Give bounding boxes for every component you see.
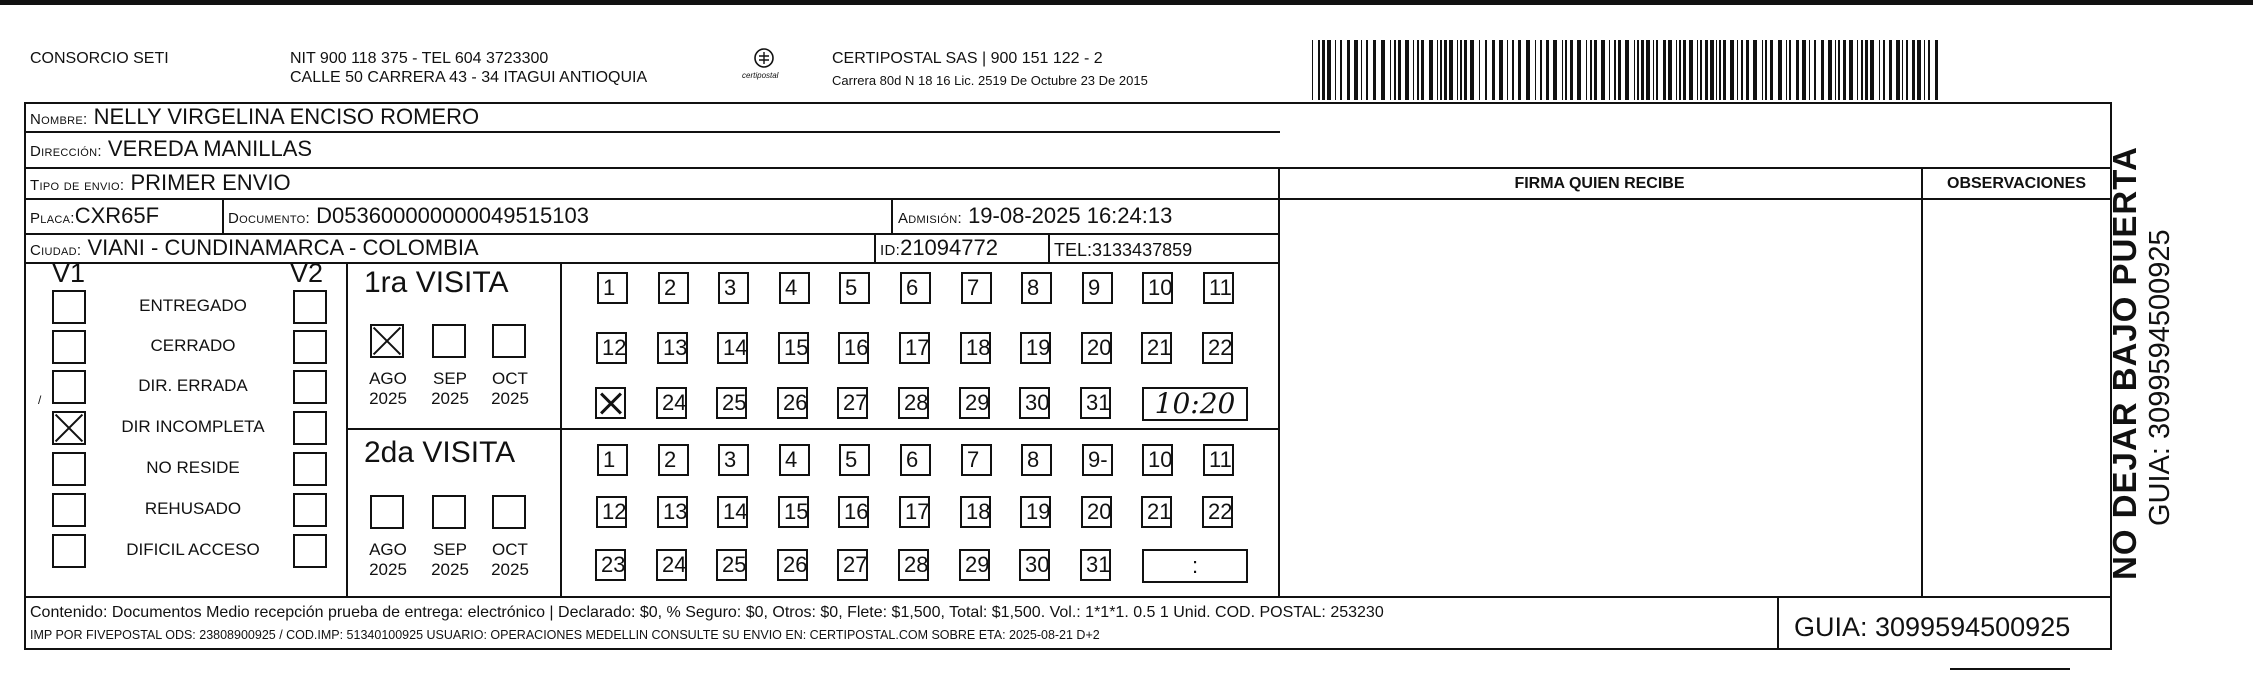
barcode-bar xyxy=(1637,40,1639,100)
visit1-day-box: 29 xyxy=(959,387,990,419)
visit1-day-box: 1 xyxy=(597,272,628,304)
visit1-day-box: 28 xyxy=(898,387,929,419)
barcode-bar xyxy=(1535,40,1536,100)
reason-label: DIR INCOMPLETA xyxy=(121,417,265,436)
barcode-bar xyxy=(1912,40,1915,100)
visit1-day-box: 15 xyxy=(778,332,809,364)
placa-label: Placa: xyxy=(30,210,75,227)
visit2-day-box: 19 xyxy=(1020,496,1051,528)
barcode-bar xyxy=(1361,40,1362,100)
carrier-line: CERTIPOSTAL SAS | 900 151 122 - 2 xyxy=(832,50,1103,67)
no-dejar-bajo-puerta: NO DEJAR BAJO PUERTA xyxy=(2106,146,2143,580)
barcode-bar xyxy=(1460,40,1462,100)
visit2-day-box: 10 xyxy=(1142,444,1173,476)
visit1-day-box: 22 xyxy=(1202,332,1233,364)
barcode-bar xyxy=(1809,40,1810,100)
barcode-bar xyxy=(1609,40,1610,100)
barcode-bar xyxy=(1814,40,1816,100)
reason-label: DIFICIL ACCESO xyxy=(126,540,260,559)
barcode-bar xyxy=(1405,40,1409,100)
barcode-bar xyxy=(1565,40,1567,100)
v2-checkbox-3 xyxy=(293,370,327,404)
visit2-day-box: 15 xyxy=(778,496,809,528)
firma-header: FIRMA QUIEN RECIBE xyxy=(1514,175,1685,192)
barcode-bar xyxy=(1394,40,1396,100)
barcode-bar xyxy=(1719,40,1721,100)
visit2-day-box: 7 xyxy=(961,444,992,476)
barcode-bar xyxy=(1861,40,1863,100)
v2-checkbox-5 xyxy=(293,452,327,486)
barcode-bar xyxy=(1705,40,1708,100)
barcode-bar xyxy=(1716,40,1717,100)
ciudad-label: Ciudad: xyxy=(30,242,82,259)
visit1-day-box: 27 xyxy=(837,387,868,419)
visit1-month-box-1 xyxy=(370,324,404,358)
barcode-bar xyxy=(1849,40,1853,100)
v1-checkbox-5 xyxy=(52,452,86,486)
visit2-day-box: 26 xyxy=(777,549,808,581)
visit2-day-box: 9- xyxy=(1082,444,1113,476)
visit2-month-year: 2025 xyxy=(431,560,469,579)
visit2-day-box: 31 xyxy=(1080,549,1111,581)
barcode-bar xyxy=(1485,40,1487,100)
visit2-title: 2da VISITA xyxy=(364,436,516,469)
barcode-bar xyxy=(1373,40,1376,100)
visit2-day-box: 27 xyxy=(837,549,868,581)
footer-guia: GUIA: 3099594500925 xyxy=(1794,612,2071,642)
barcode-bar xyxy=(1625,40,1629,100)
visit1-day-box: 3 xyxy=(718,272,749,304)
certipostal-logo xyxy=(750,47,778,69)
logo-caption: certipostal xyxy=(742,71,779,80)
direccion-value: VEREDA MANILLAS xyxy=(107,136,313,161)
barcode-bar xyxy=(1928,40,1930,100)
visit1-month-name: SEP xyxy=(432,369,468,388)
visit1-time: 10:20 xyxy=(1142,387,1248,421)
nombre-row xyxy=(30,104,479,133)
visit2-day-box: 3 xyxy=(718,444,749,476)
nit-line: NIT 900 118 375 - TEL 604 3723300 xyxy=(290,50,549,67)
visit2-day-box: 25 xyxy=(716,549,747,581)
visit2-day-box: 11 xyxy=(1203,444,1234,476)
barcode-bar xyxy=(1896,40,1900,100)
visit2-day-box: 22 xyxy=(1202,496,1233,528)
v2-checkbox-2 xyxy=(293,330,327,364)
reason-label: CERRADO xyxy=(150,336,236,355)
visit2-month-year: 2025 xyxy=(491,560,529,579)
barcode-bar xyxy=(1730,40,1734,100)
tipo-row xyxy=(30,170,291,199)
v2-checkbox-6 xyxy=(293,493,327,527)
barcode-bar xyxy=(1770,40,1773,100)
barcode-bar xyxy=(1492,40,1495,100)
v2-header: V2 xyxy=(290,258,324,288)
ciudad-row xyxy=(30,235,479,264)
visit1-day-box: 2 xyxy=(658,272,689,304)
barcode-bar xyxy=(1683,40,1686,100)
scan-line xyxy=(1950,668,2070,670)
barcode-bar xyxy=(1570,40,1573,100)
admision-row xyxy=(898,203,1172,232)
v1-checkbox-2 xyxy=(52,330,86,364)
barcode-bar xyxy=(1753,40,1757,100)
barcode-bar xyxy=(1444,40,1447,100)
barcode-bar xyxy=(1789,40,1791,100)
documento-value: D053600000000049515103 xyxy=(316,203,589,228)
barcode-bar xyxy=(1540,40,1542,100)
id-row xyxy=(880,235,998,264)
v1-checkbox-7 xyxy=(52,534,86,568)
barcode-bar xyxy=(1499,40,1503,100)
barcode-bar xyxy=(1618,40,1621,100)
barcode-bar xyxy=(1594,40,1597,100)
tel-row xyxy=(1054,237,1192,263)
visit1-day-box: 5 xyxy=(839,272,870,304)
barcode-bar xyxy=(1935,40,1938,100)
visit1-day-box: 26 xyxy=(777,387,808,419)
barcode-bar xyxy=(1723,40,1726,100)
visit2-day-box: 23 xyxy=(595,549,626,581)
barcode-bar xyxy=(1318,40,1320,100)
visit1-day-box: 20 xyxy=(1081,332,1112,364)
barcode-bar xyxy=(1546,40,1549,100)
barcode-bar xyxy=(1765,40,1767,100)
admision-value: 19-08-2025 16:24:13 xyxy=(968,203,1173,228)
visit2-month-year: 2025 xyxy=(369,560,407,579)
barcode-bar xyxy=(1457,40,1458,100)
barcode-bar xyxy=(1838,40,1840,100)
footer-contents: Contenido: Documentos Medio recepción prueba de entrega: electrónico | Declarado: $0, % Seguro: $0, Otros: $0, Flete: $1,500, Total: $1,500. Vol.: 1*1*1. 0.5 1 Unid. COD. POSTAL: 253230 xyxy=(30,604,1384,621)
carrier-address: Carrera 80d N 18 16 Lic. 2519 De Octubre 23 De 2015 xyxy=(832,73,1148,88)
barcode-bar xyxy=(1889,40,1892,100)
visit1-day-box: 18 xyxy=(960,332,991,364)
barcode-bar xyxy=(1710,40,1714,100)
nombre-value: NELLY VIRGELINA ENCISO ROMERO xyxy=(93,104,480,129)
v2-checkbox-7 xyxy=(293,534,327,568)
visit2-day-box: 14 xyxy=(717,496,748,528)
visit2-day-box: 16 xyxy=(838,496,869,528)
barcode-bar xyxy=(1865,40,1868,100)
barcode-bar xyxy=(1802,40,1806,100)
footer-print-info: IMP POR FIVEPOSTAL ODS: 23808900925 / COD.IMP: 51340100925 USUARIO: OPERACIONES MEDELLIN CONSULTE SU ENVIO EN: CERTIPOSTAL.COM SOBRE ETA: 2025-08-21 D+2 xyxy=(30,628,1100,642)
visit1-month-box-3 xyxy=(492,324,526,358)
visit1-day-box: 13 xyxy=(657,332,688,364)
visit1-month-name: OCT xyxy=(492,369,528,388)
barcode-bar xyxy=(1646,40,1650,100)
visit1-day-box: 10 xyxy=(1142,272,1173,304)
visit2-day-box: 17 xyxy=(899,496,930,528)
visit1-day-box: 11 xyxy=(1203,272,1234,304)
barcode-bar xyxy=(1821,40,1824,100)
barcode-bar xyxy=(1679,40,1681,100)
barcode-bar xyxy=(1390,40,1391,100)
visit1-day-box: 17 xyxy=(899,332,930,364)
company-name: CONSORCIO SETI xyxy=(30,50,169,67)
visit1-month-year: 2025 xyxy=(369,389,407,408)
visit2-month-box-1 xyxy=(370,495,404,529)
observaciones-header: OBSERVACIONES xyxy=(1947,175,2086,192)
address-line: CALLE 50 CARRERA 43 - 34 ITAGUI ANTIOQUIA xyxy=(290,69,648,86)
barcode-bar xyxy=(1553,40,1557,100)
admision-label: Admisión: xyxy=(898,210,962,227)
barcode-bar xyxy=(1828,40,1832,100)
barcode-bar xyxy=(1366,40,1368,100)
barcode-bar xyxy=(1590,40,1592,100)
v2-checkbox-4 xyxy=(293,411,327,445)
visit1-day-box: 8 xyxy=(1021,272,1052,304)
barcode-bar xyxy=(1322,40,1325,100)
visit2-day-box: 4 xyxy=(779,444,810,476)
barcode-bar xyxy=(1741,40,1743,100)
tel-label: TEL: xyxy=(1054,240,1093,260)
visit1-title: 1ra VISITA xyxy=(364,266,509,299)
barcode-bar xyxy=(1835,40,1836,100)
barcode-bar xyxy=(1902,40,1903,100)
visit1-day-box: 6 xyxy=(900,272,931,304)
barcode-bar xyxy=(1479,40,1480,100)
barcode-bar xyxy=(1614,40,1616,100)
barcode-bar xyxy=(1398,40,1401,100)
visit1-day-box: 9 xyxy=(1082,272,1113,304)
barcode-bar xyxy=(1417,40,1419,100)
barcode-bar xyxy=(1778,40,1782,100)
visit2-month-name: SEP xyxy=(432,540,468,559)
visit1-day-box: 14 xyxy=(717,332,748,364)
visit1-day-box: 7 xyxy=(961,272,992,304)
barcode-bar xyxy=(1347,40,1350,100)
barcode-bar xyxy=(1641,40,1644,100)
barcode-bar xyxy=(1440,40,1442,100)
barcode-bar xyxy=(1737,40,1738,100)
barcode-bar xyxy=(1883,40,1885,100)
barcode-bar xyxy=(1601,40,1605,100)
visit2-day-box: 28 xyxy=(898,549,929,581)
placa-row xyxy=(30,203,159,232)
direccion-row xyxy=(30,136,312,165)
visit2-day-box: 2 xyxy=(658,444,689,476)
barcode-bar xyxy=(1354,40,1358,100)
barcode-bar xyxy=(1562,40,1563,100)
visit2-day-box: 30 xyxy=(1019,549,1050,581)
barcode-bar xyxy=(1870,40,1874,100)
v1-checkbox-3 xyxy=(52,370,86,404)
documento-row xyxy=(228,203,589,232)
tipo-value: PRIMER ENVIO xyxy=(130,170,291,195)
barcode-bar xyxy=(1526,40,1530,100)
barcode-bar xyxy=(1676,40,1677,100)
barcode-bar xyxy=(1917,40,1921,100)
documento-label: Documento: xyxy=(228,210,310,227)
v1-checkbox-4 xyxy=(52,411,86,445)
reason-label: ENTREGADO xyxy=(139,296,247,315)
visit1-month-box-2 xyxy=(432,324,466,358)
id-label: ID: xyxy=(880,242,901,259)
top-border xyxy=(0,0,2253,5)
ciudad-value: VIANI - CUNDINAMARCA - COLOMBIA xyxy=(87,235,479,260)
visit2-day-box: 29 xyxy=(959,549,990,581)
visit1-day-box: 4 xyxy=(779,272,810,304)
visit2-day-box: 8 xyxy=(1021,444,1052,476)
reason-label: NO RESIDE xyxy=(146,458,240,477)
reason-label: DIR. ERRADA xyxy=(138,376,248,395)
barcode-bar xyxy=(1689,40,1693,100)
v1-checkbox-1 xyxy=(52,290,86,324)
barcode-bar xyxy=(1843,40,1846,100)
barcode-bar xyxy=(1340,40,1342,100)
visit2-day-box: 24 xyxy=(656,549,687,581)
visit2-month-name: OCT xyxy=(492,540,528,559)
barcode-bar xyxy=(1335,40,1336,100)
visit1-day-box: 12 xyxy=(596,332,627,364)
visit1-month-name: AGO xyxy=(369,369,407,388)
visit2-day-box: 21 xyxy=(1141,496,1172,528)
visit1-day-box: 24 xyxy=(656,387,687,419)
barcode-bar xyxy=(1746,40,1749,100)
barcode-bar xyxy=(1796,40,1799,100)
side-guia: GUIA: 3099594500925 xyxy=(2144,229,2176,526)
barcode-bar xyxy=(1437,40,1438,100)
placa-value: CXR65F xyxy=(74,203,160,228)
barcode-bar xyxy=(1634,40,1635,100)
barcode-bar xyxy=(1906,40,1908,100)
scan-mark: / xyxy=(38,393,42,407)
tel-value: 3133437859 xyxy=(1092,240,1193,260)
barcode-bar xyxy=(1924,40,1925,100)
barcode-bar xyxy=(1857,40,1858,100)
visit2-day-box: 1 xyxy=(597,444,628,476)
visit2-day-box: 12 xyxy=(596,496,627,528)
reason-label: REHUSADO xyxy=(144,499,242,518)
visit2-day-box: 5 xyxy=(839,444,870,476)
nombre-label: Nombre: xyxy=(30,111,88,128)
visit2-day-box: 6 xyxy=(900,444,931,476)
visit1-month-year: 2025 xyxy=(491,389,529,408)
visit1-day-box xyxy=(595,387,626,419)
v1-checkbox-6 xyxy=(52,493,86,527)
barcode-bar xyxy=(1668,40,1672,100)
direccion-label: Dirección: xyxy=(30,143,102,160)
v2-checkbox-1 xyxy=(293,290,327,324)
barcode-bar xyxy=(1586,40,1587,100)
v1-header: V1 xyxy=(52,258,86,288)
barcode-bar xyxy=(1656,40,1658,100)
visit1-day-box: 19 xyxy=(1020,332,1051,364)
visit2-time: : xyxy=(1142,549,1248,583)
visit2-month-box-2 xyxy=(432,495,466,529)
barcode-bar xyxy=(1429,40,1433,100)
barcode-bar xyxy=(1700,40,1702,100)
barcode-bar xyxy=(1653,40,1654,100)
barcode-bar xyxy=(1449,40,1453,100)
barcode-bar xyxy=(1577,40,1581,100)
visit1-day-box: 30 xyxy=(1019,387,1050,419)
visit1-day-box: 31 xyxy=(1080,387,1111,419)
visit2-day-box: 18 xyxy=(960,496,991,528)
barcode xyxy=(1310,40,1944,100)
visit2-month-box-3 xyxy=(492,495,526,529)
barcode-bar xyxy=(1312,40,1313,100)
visit1-day-box: 25 xyxy=(716,387,747,419)
barcode-bar xyxy=(1663,40,1666,100)
barcode-bar xyxy=(1421,40,1424,100)
barcode-bar xyxy=(1518,40,1521,100)
id-value: 21094772 xyxy=(900,235,998,260)
tipo-label: Tipo de envio: xyxy=(30,177,125,194)
barcode-bar xyxy=(1413,40,1414,100)
barcode-bar xyxy=(1879,40,1880,100)
barcode-bar xyxy=(1464,40,1467,100)
visit1-day-box: 21 xyxy=(1141,332,1172,364)
barcode-bar xyxy=(1786,40,1787,100)
visit2-day-box: 13 xyxy=(657,496,688,528)
visit1-month-year: 2025 xyxy=(431,389,469,408)
barcode-bar xyxy=(1470,40,1474,100)
barcode-bar xyxy=(1512,40,1514,100)
barcode-bar xyxy=(1381,40,1385,100)
barcode-bar xyxy=(1327,40,1331,100)
barcode-bar xyxy=(1507,40,1508,100)
visit1-day-box: 16 xyxy=(838,332,869,364)
barcode-bar xyxy=(1697,40,1698,100)
visit2-day-box: 20 xyxy=(1081,496,1112,528)
visit2-month-name: AGO xyxy=(369,540,407,559)
barcode-bar xyxy=(1762,40,1763,100)
